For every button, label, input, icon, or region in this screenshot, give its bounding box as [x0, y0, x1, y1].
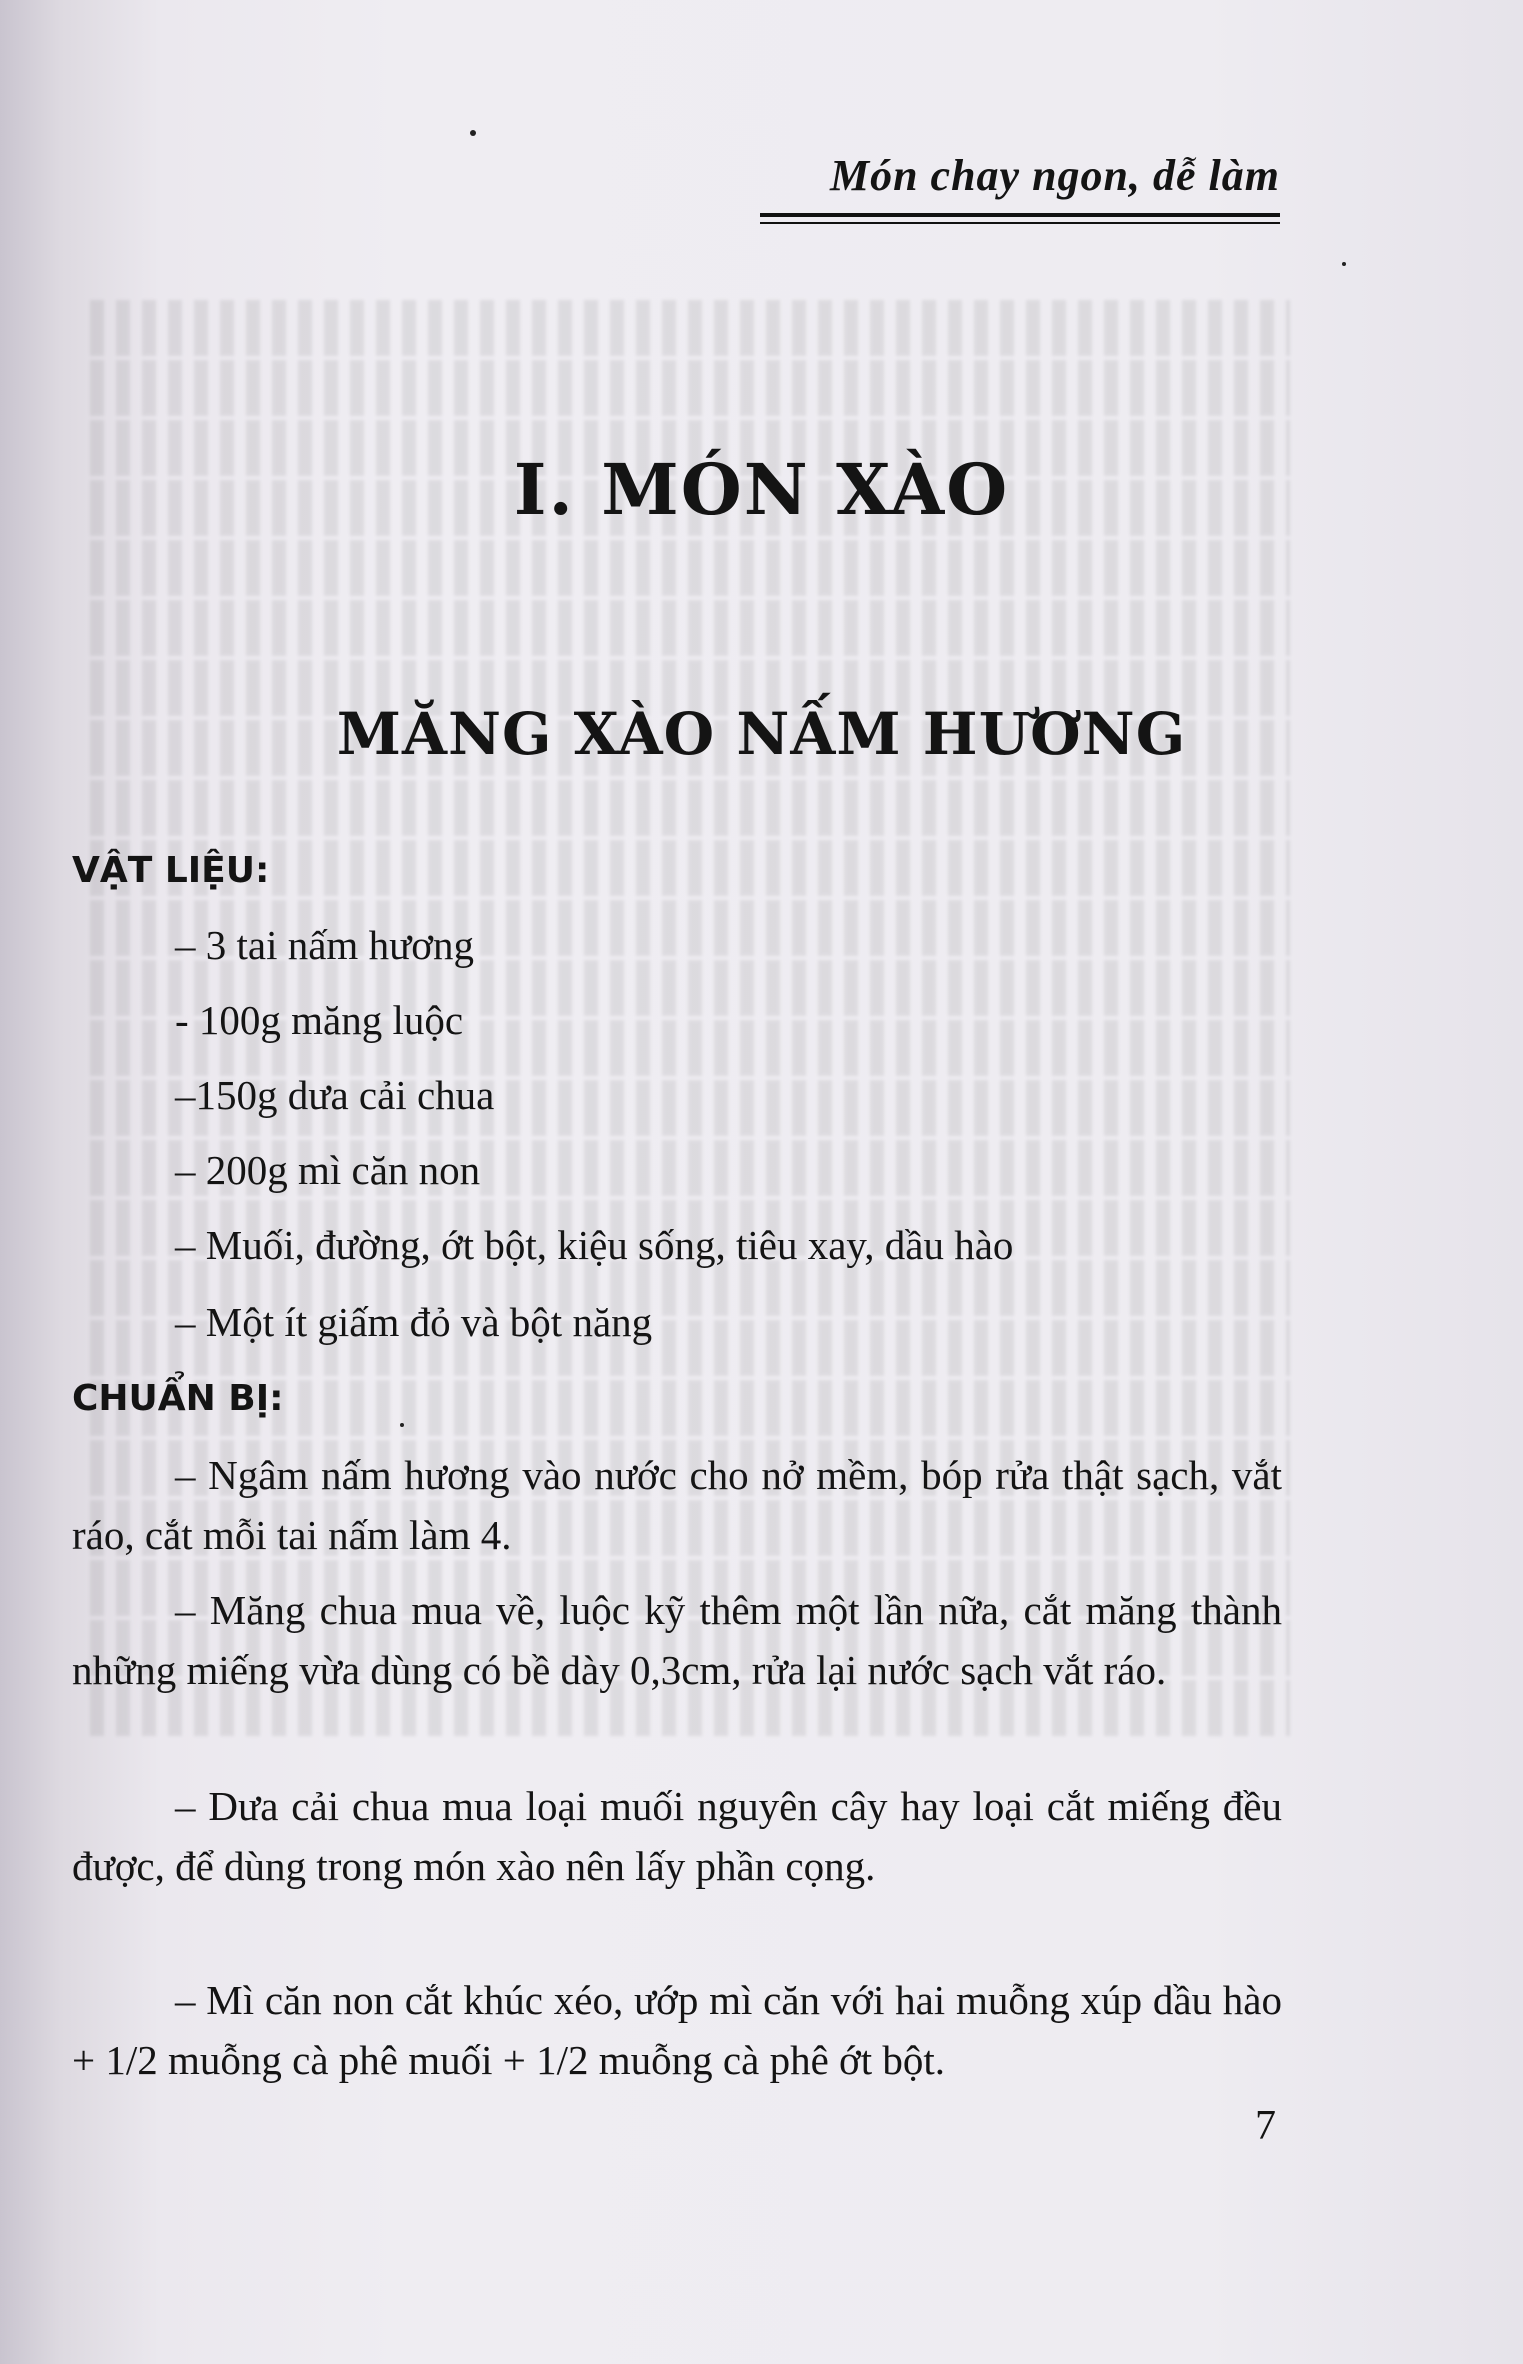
header-rule-thick: [760, 213, 1280, 217]
header-rule-thin: [760, 222, 1280, 224]
ingredients-label: VẬT LIỆU:: [72, 850, 270, 891]
ingredient-item: – Muối, đường, ớt bột, kiệu sống, tiêu xay, dầu hào: [175, 1222, 1014, 1268]
ingredient-item: - 100g măng luộc: [175, 997, 464, 1043]
dish-title: MĂNG XÀO NẤM HƯƠNG: [336, 700, 1187, 768]
running-head: Món chay ngon, dễ làm: [829, 151, 1280, 200]
section-title: I. MÓN XÀO: [513, 448, 1010, 531]
page-number: 7: [1255, 2103, 1276, 2149]
print-speck: [400, 1423, 404, 1427]
ingredient-item: – 3 tai nấm hương: [175, 922, 474, 968]
ingredient-item: – Một ít giấm đỏ và bột năng: [175, 1299, 653, 1345]
preparation-label: CHUẨN BỊ:: [72, 1378, 284, 1419]
print-speck: [470, 130, 476, 136]
preparation-step: – Ngâm nấm hương vào nước cho nở mềm, bóp rửa thật sạch, vắt ráo, cắt mỗi tai nấm làm 4.: [72, 1452, 1282, 1558]
ingredient-item: – 200g mì căn non: [175, 1147, 481, 1193]
print-speck: [1342, 262, 1346, 266]
preparation-step: – Măng chua mua về, luộc kỹ thêm một lần nữa, cắt măng thành những miếng vừa dùng có bề dày 0,3cm, rửa lại nước sạch vắt ráo.: [72, 1587, 1282, 1693]
preparation-step: – Mì căn non cắt khúc xéo, ướp mì căn với hai muỗng xúp dầu hào + 1/2 muỗng cà phê muối + 1/2 muỗng cà phê ớt bột.: [72, 1977, 1282, 2083]
preparation-step: – Dưa cải chua mua loại muối nguyên cây hay loại cắt miếng đều được, để dùng trong món xào nên lấy phần cọng.: [72, 1783, 1282, 1889]
ingredient-item: –150g dưa cải chua: [175, 1072, 495, 1118]
